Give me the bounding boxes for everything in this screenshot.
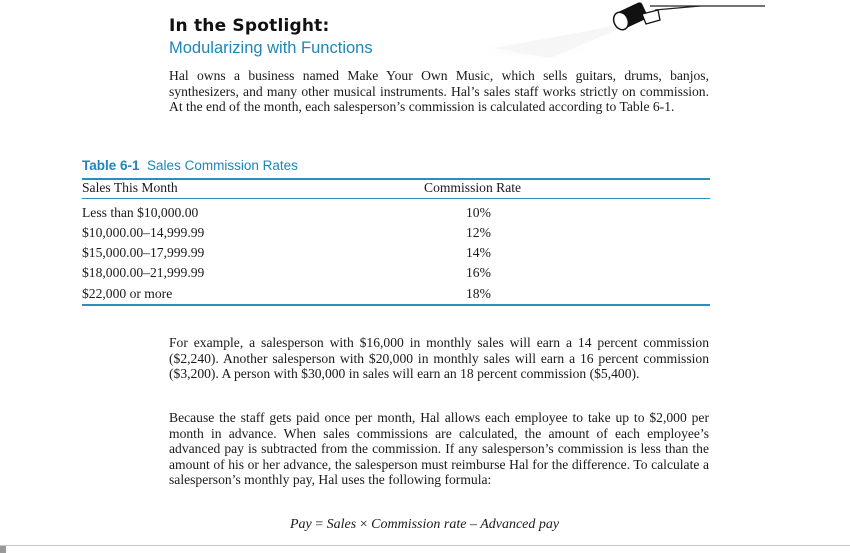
- intro-paragraph: Hal owns a business named Make Your Own Music, which sells guitars, drums, banjos, synthesizers, and many other musical instruments. Hal’s sales staff works strictly on commission. At the end of the month, each salesperson’s commission is calculated according to Table 6-1.: [169, 68, 709, 115]
- table-cell-rate: 18%: [466, 286, 491, 301]
- table-header-rate: Commission Rate: [424, 180, 522, 195]
- table-bottom-rule: [82, 304, 710, 306]
- example-paragraph: For example, a salesperson with $16,000 in monthly sales will earn a 14 percent commission ($2,240). Another salesperson with $20,000 in monthly sales will earn a 16 percent commission ($3,200). A person with $30,000 in sales will earn an 18 percent commission ($5,400).: [169, 335, 709, 382]
- formula-advanced-pay: Advanced pay: [480, 517, 560, 532]
- spotlight-subheading: Modularizing with Functions: [169, 39, 373, 57]
- table-caption: [82, 158, 298, 173]
- formula-times: ×: [359, 517, 368, 532]
- table-cell-sales: Less than $10,000.00: [82, 205, 199, 220]
- formula-rate: Commission rate: [371, 517, 467, 532]
- page-bottom-rule: [0, 545, 850, 546]
- formula-pay: Pay: [290, 517, 312, 532]
- page-corner-mark: [0, 546, 6, 553]
- table-caption-title: Sales Commission Rates: [147, 158, 298, 173]
- table-cell-rate: 12%: [466, 225, 491, 240]
- table-caption-number: Table 6-1: [82, 158, 140, 173]
- table-cell-sales: $22,000 or more: [82, 286, 173, 301]
- spotlight-heading: In the Spotlight:: [169, 16, 330, 36]
- table-header-rule: [82, 198, 710, 199]
- formula-equals: =: [315, 517, 324, 532]
- spotlight-icon: [470, 0, 770, 70]
- table-cell-sales: $18,000.00–21,999.99: [82, 265, 205, 280]
- table-cell-sales: $10,000.00–14,999.99: [82, 225, 205, 240]
- table-header-sales: Sales This Month: [82, 180, 178, 195]
- table-cell-rate: 16%: [466, 265, 491, 280]
- table-cell-rate: 14%: [466, 245, 491, 260]
- formula-minus: –: [469, 517, 477, 532]
- table-cell-rate: 10%: [466, 205, 491, 220]
- advance-paragraph: Because the staff gets paid once per month, Hal allows each employee to take up to $2,000 per month in advance. When sales commissions are calculated, the amount of each employee’s advanced pay is subtracted from the commission. If any salesperson’s commission is less than the amount of his or her advance, the salesperson must reimburse Hal for the difference. To calculate a salesperson’s monthly pay, Hal uses the following formula:: [169, 410, 709, 488]
- table-cell-sales: $15,000.00–17,999.99: [82, 245, 205, 260]
- pay-formula: [290, 517, 559, 533]
- formula-sales: Sales: [326, 517, 357, 532]
